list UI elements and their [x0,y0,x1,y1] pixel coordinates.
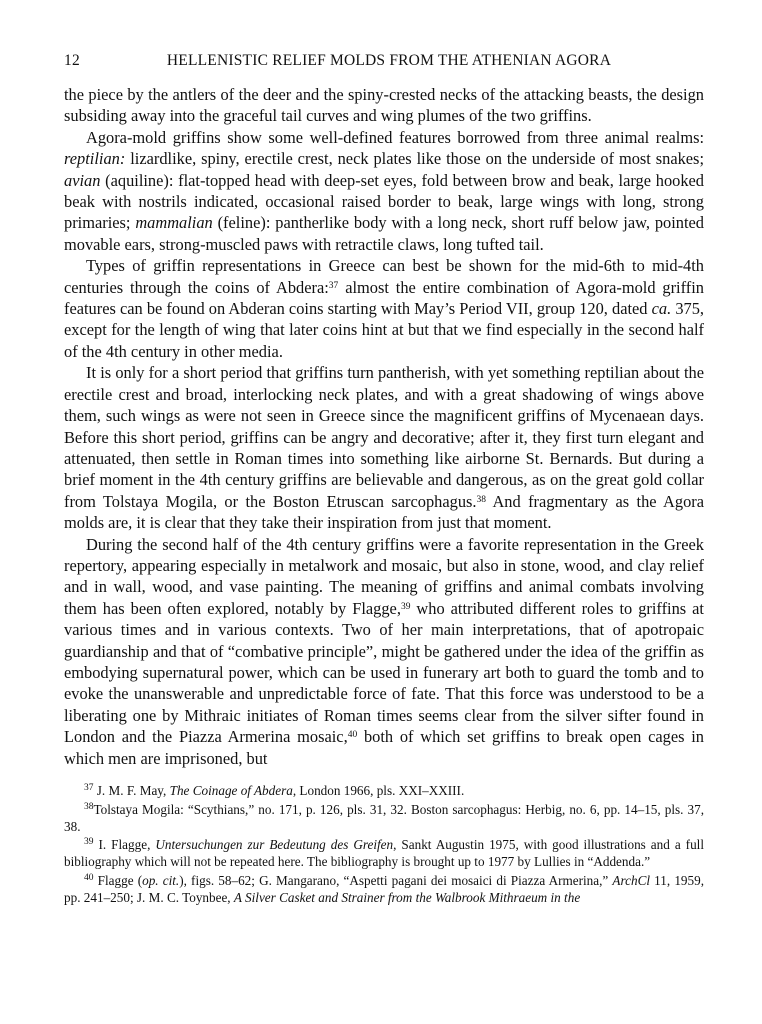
footnote: $^{39}$ I. Flagge, Untersuchungen zur Bedeutung des Greifen, Sankt Augustin 1975, with good illustrations and a full bibliography which will not be repeated here. The bibliography is brought up to 1977 by Lullies in “Addenda.” [64,837,704,870]
footnote-ref[interactable]: 39 [400,601,411,612]
page-number: 12 [64,52,80,69]
footnote: $^{40}$ Flagge (op. cit.), figs. 58–62; G. Mangarano, “Aspetti pagani dei mosaici di Piazza Armerina,” ArchCl 11, 1959, pp. 241–250; J. M. C. Toynbee, A Silver Casket and Strainer from the Walbrook Mithraeum in the [64,872,704,905]
paragraph: Agora-mold griffins show some well-defined features borrowed from three animal realms: reptilian: lizardlike, spiny, erectile crest, neck plates like those on the underside of most snakes; avian (aquiline): flat-topped head with deep-set eyes, fold between brow and beak, large hooked beak with nostrils indicated, occasional raised border to beak, large wings with long, strong primaries; mammalian (feline): pantherlike body with a long neck, short ruff below jaw, pointed movable ears, strong-muscled paws with retractile claws, long tufted tail. [64,127,704,254]
footnote: $^{38}$Tolstaya Mogila: “Scythians,” no. 171, p. 126, pls. 31, 32. Boston sarcophagus: Herbig, no. 6, pp. 14–15, pls. 37, 38. [64,801,704,834]
running-header [64,52,704,76]
footnote-ref[interactable]: 40 [347,730,358,741]
page [64,52,704,909]
footnote-ref[interactable]: 38 [476,494,486,505]
footnote: $^{37}$ J. M. F. May, The Coinage of Abdera, London 1966, pls. XXI–XXIII. [84,783,465,798]
body-text [64,84,704,769]
paragraph: During the second half of the 4th century griffins were a favorite representation in the Greek repertory, appearing especially in metalwork and mosaic, but also in stone, wood, and clay relief and in wall, wood, and vase painting. The meaning of griffins and animal combats involving them has been often explored, notably by Flagge,$^{39}$ who attributed different roles to griffins at various times and in various contexts. Two of her main interpretations, that of apotropaic guardianship and that of “combative principle”, might be gathered under the idea of the griffin as embodying supernatural power, which can be used in funerary art both to guard the tomb and to evoke the unanswerable and unpredictable force of fate. That this force was understood to be a liberating one by Mithraic initiates of Roman times seems clear from the silver sifter found in London and the Piazza Armerina mosaic,$^{40}$ both of which set griffins to break open cages in which men are imprisoned, but [64,534,704,768]
paragraph: It is only for a short period that griffins turn pantherish, with yet something reptilian about the erectile crest and broad, interlocking neck plates, and with a great shadowing of wings above them, such wings as were not seen in Greece since the magnificent griffins of Mycenaean days. Before this short period, griffins can be angry and decorative; after it, they first turn elegant and attenuated, then settle in Roman times into something like airborne St. Bernards. But during a brief moment in the 4th century griffins are believable and dangerous, as on the great gold collar from Tolstaya Mogila, or the Boston Etruscan sarcophagus.$^{38}$ And fragmentary as the Agora molds are, it is clear that they take their inspiration from just that moment. [64,363,704,533]
paragraph: the piece by the antlers of the deer and the spiny-crested necks of the attacking beasts, the design subsiding away into the graceful tail curves and wing plumes of the two griffins. [64,85,704,126]
footnote-ref[interactable]: 37 [328,280,339,291]
paragraph: Types of griffin representations in Greece can best be shown for the mid-6th to mid-4th centuries through the coins of Abdera:$^{37}$ almost the entire combination of Agora-mold griffin features can be found on Abderan coins starting with May’s Period VII, group 120, dated ca. 375, except for the length of wing that later coins hint at but that we find especially in the second half of the 4th century in other media. [64,256,705,361]
running-title: HELLENISTIC RELIEF MOLDS FROM THE ATHENIAN AGORA [166,52,612,69]
footnotes [64,783,704,907]
